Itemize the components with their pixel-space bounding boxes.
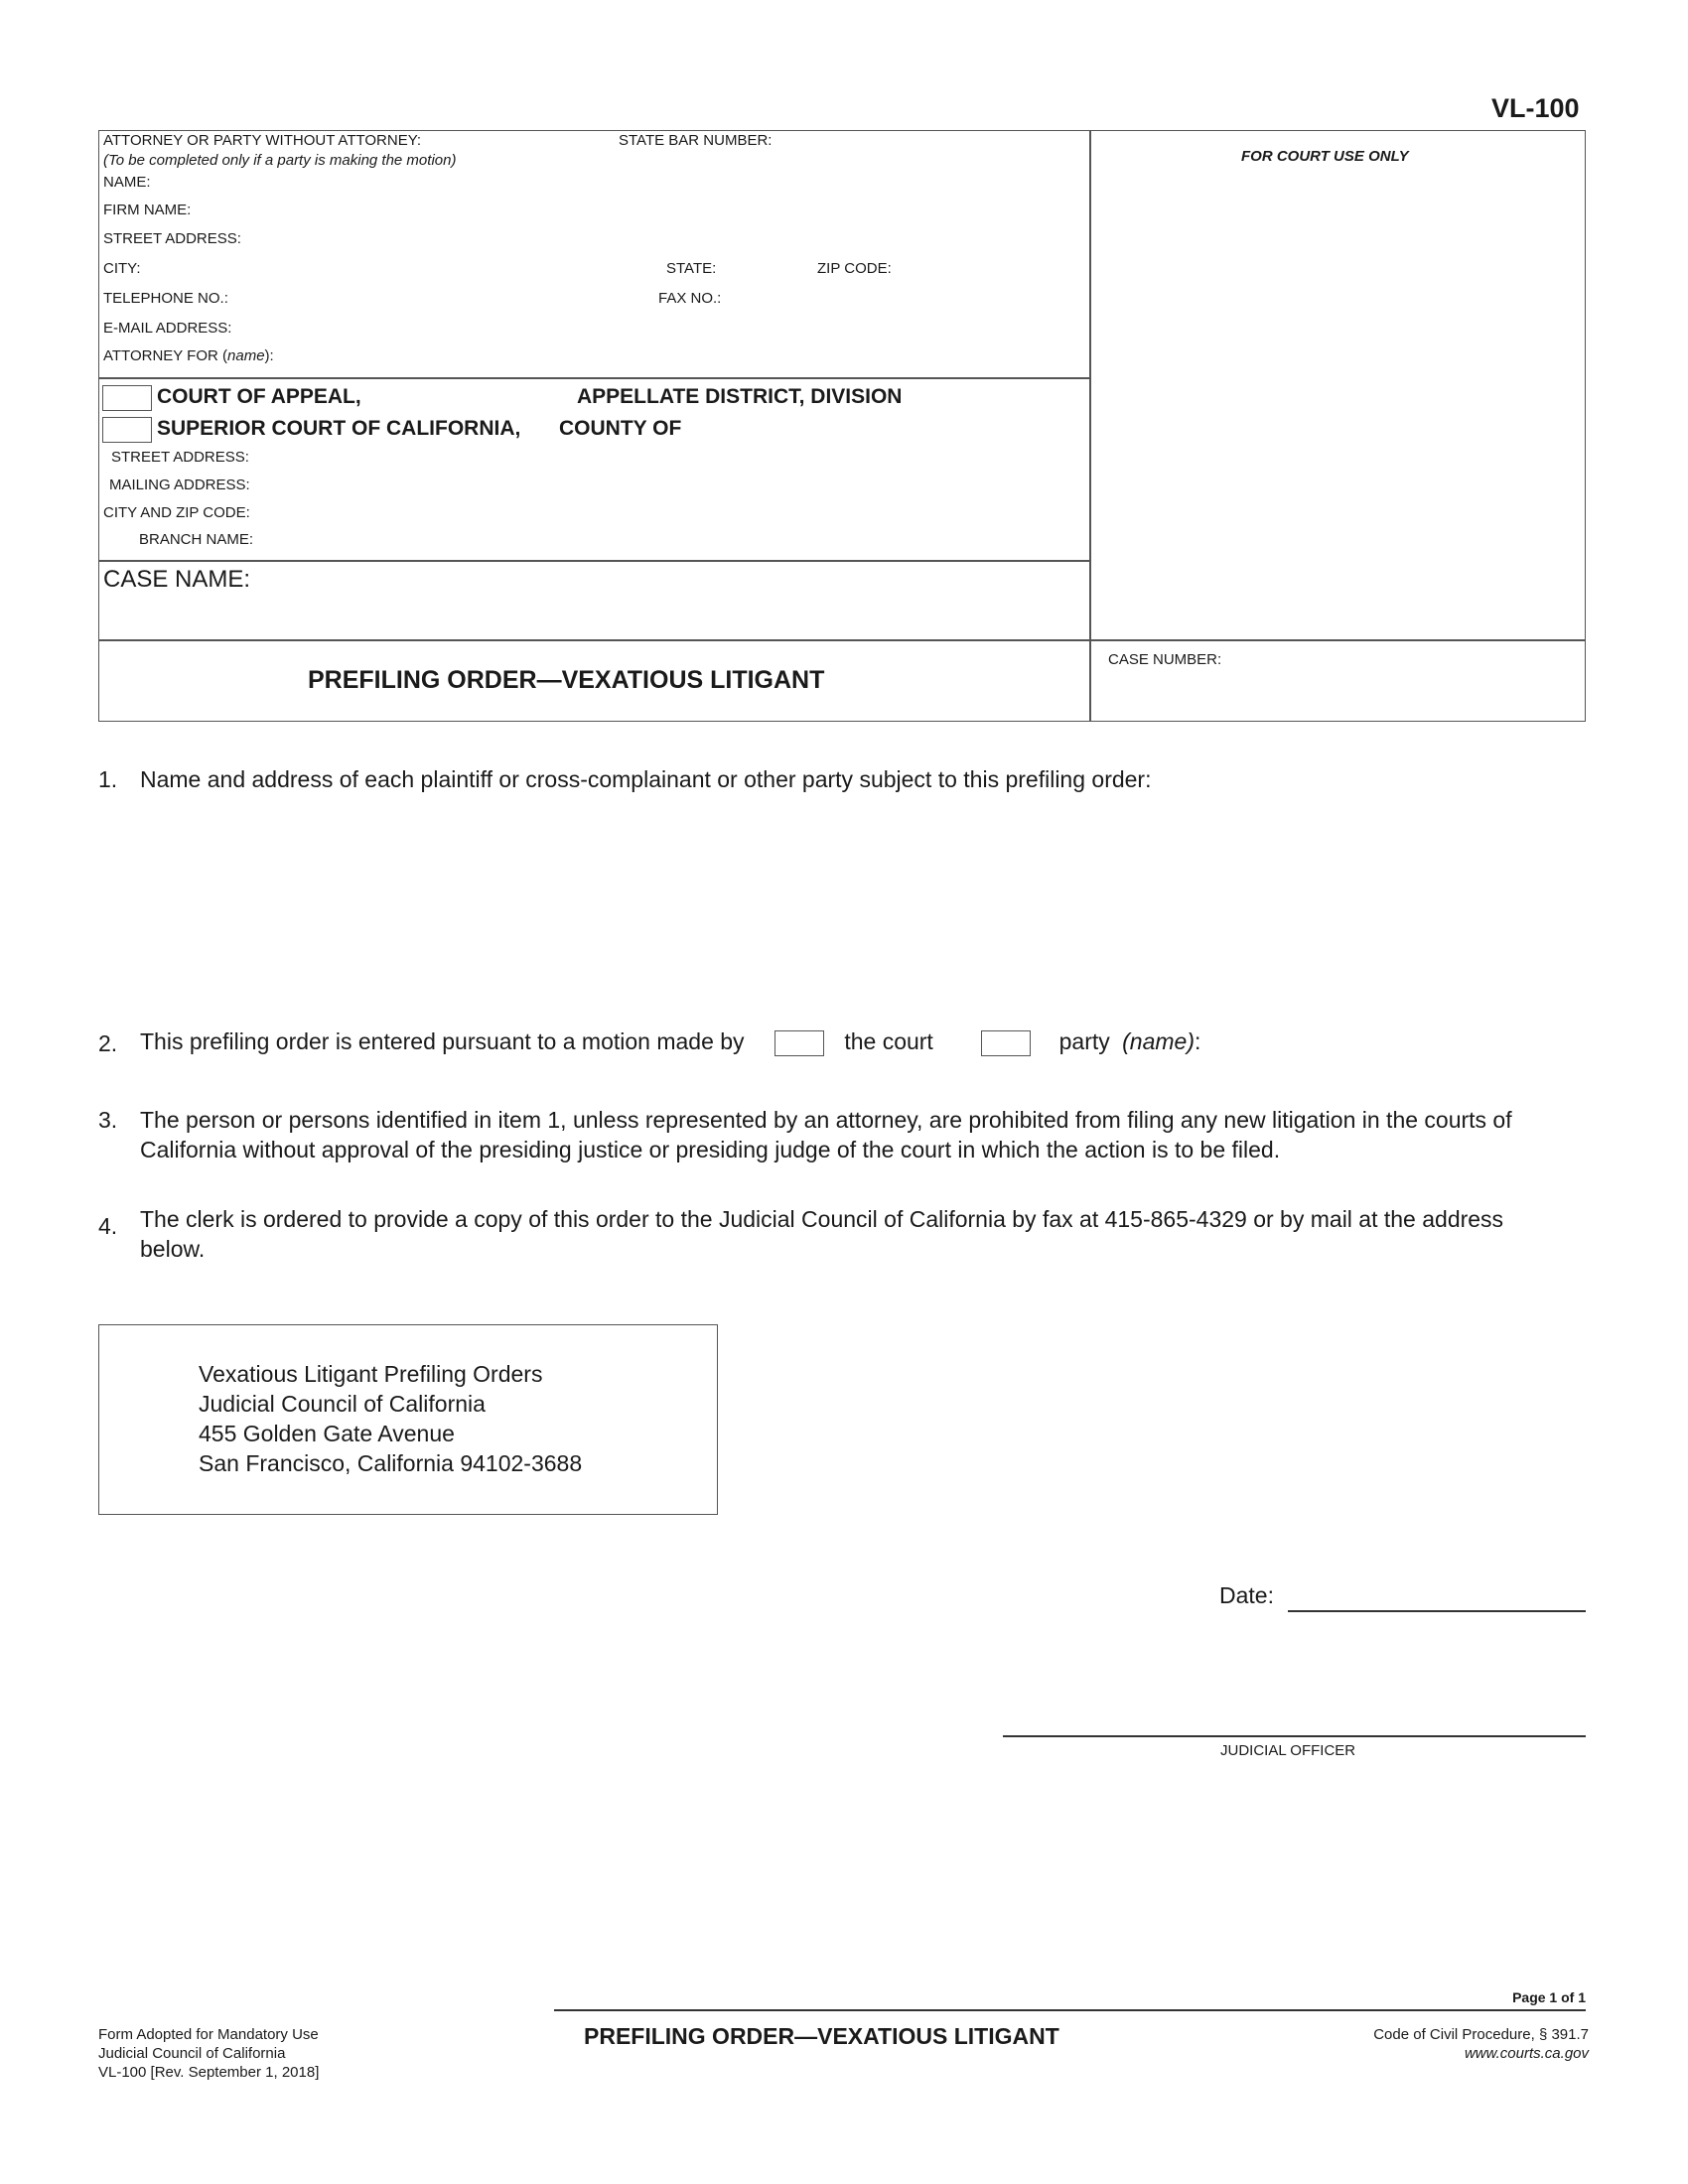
footer-code: Code of Civil Procedure, § 391.7 xyxy=(1373,2026,1589,2043)
footer-revision: VL-100 [Rev. September 1, 2018] xyxy=(98,2064,320,2081)
telephone-label[interactable]: TELEPHONE NO.: xyxy=(103,290,228,307)
address-line-2: Judicial Council of California xyxy=(199,1391,486,1417)
email-label[interactable]: E-MAIL ADDRESS: xyxy=(103,320,232,337)
address-line-4: San Francisco, California 94102-3688 xyxy=(199,1450,583,1476)
city-label[interactable]: CITY: xyxy=(103,260,141,277)
street-address-label[interactable]: STREET ADDRESS: xyxy=(103,230,241,247)
footer-adopted: Form Adopted for Mandatory Use xyxy=(98,2026,319,2043)
date-field[interactable] xyxy=(1288,1610,1586,1612)
item-4-text: The clerk is ordered to provide a copy of this order to the Judicial Council of California by fax at 415-865-4329 or by mail at the address below. xyxy=(140,1206,1504,1262)
caption-divider-court xyxy=(98,377,1090,379)
case-number-label[interactable]: CASE NUMBER: xyxy=(1108,651,1222,668)
motion-by-court-checkbox[interactable] xyxy=(774,1030,824,1056)
footer-title: PREFILING ORDER—VEXATIOUS LITIGANT xyxy=(584,2023,1059,2049)
footer-adoption-info xyxy=(98,2025,319,2082)
motion-by-party-checkbox[interactable] xyxy=(981,1030,1031,1056)
footer-website[interactable]: www.courts.ca.gov xyxy=(1464,2045,1589,2062)
item-3-text: The person or persons identified in item 1, unless represented by an attorney, are prohibited from filing any new litigation in the courts of California without approval of the presiding justice or presiding judge of the court in which the action is to be filed. xyxy=(140,1107,1512,1162)
court-city-zip-label[interactable]: CITY AND ZIP CODE: xyxy=(103,504,250,521)
item-1-number: 1. xyxy=(98,766,118,792)
case-name-label[interactable]: CASE NAME: xyxy=(103,566,251,593)
judicial-officer-label: JUDICIAL OFFICER xyxy=(1220,1742,1356,1759)
attorney-note: (To be completed only if a party is making the motion) xyxy=(103,152,457,169)
attorney-label: ATTORNEY OR PARTY WITHOUT ATTORNEY: xyxy=(103,132,422,149)
superior-court-checkbox[interactable] xyxy=(102,417,152,443)
item-2-text: This prefiling order is entered pursuant to a motion made by xyxy=(140,1028,745,1054)
caption-divider-title xyxy=(98,639,1586,641)
court-of-appeal-label: COURT OF APPEAL, xyxy=(157,385,361,408)
court-branch-name-label[interactable]: BRANCH NAME: xyxy=(139,531,254,548)
state-bar-label: STATE BAR NUMBER: xyxy=(619,132,773,149)
motion-by-court-label: the court xyxy=(844,1028,933,1054)
form-number: VL-100 xyxy=(1491,93,1580,123)
motion-by-party-label: party xyxy=(1058,1028,1110,1054)
firm-name-label[interactable]: FIRM NAME: xyxy=(103,202,192,218)
zip-code-label[interactable]: ZIP CODE: xyxy=(817,260,892,277)
item-4-number: 4. xyxy=(98,1213,118,1239)
form-title: PREFILING ORDER—VEXATIOUS LITIGANT xyxy=(308,666,825,694)
item-3-number: 3. xyxy=(98,1107,118,1133)
judicial-council-address-box xyxy=(98,1324,718,1515)
attorney-for-label[interactable]: ATTORNEY FOR (name): xyxy=(103,347,274,364)
appellate-district-label: APPELLATE DISTRICT, DIVISION xyxy=(577,385,903,408)
county-of-label: COUNTY OF xyxy=(559,417,682,440)
page-number: Page 1 of 1 xyxy=(1512,1989,1586,2005)
footer-council: Judicial Council of California xyxy=(98,2045,286,2062)
date-label: Date: xyxy=(1219,1582,1274,1608)
item-2-line: This prefiling order is entered pursuant to a motion made by the court party (name): xyxy=(140,1028,1201,1054)
address-line-3: 455 Golden Gate Avenue xyxy=(199,1421,455,1446)
court-use-only-label: FOR COURT USE ONLY xyxy=(1241,148,1409,165)
item-2-number: 2. xyxy=(98,1030,118,1056)
judicial-officer-signature-line[interactable] xyxy=(1003,1735,1586,1737)
court-of-appeal-checkbox[interactable] xyxy=(102,385,152,411)
court-street-address-label[interactable]: STREET ADDRESS: xyxy=(111,449,249,466)
fax-label[interactable]: FAX NO.: xyxy=(658,290,722,307)
caption-divider-casename xyxy=(98,560,1090,562)
address-line-1: Vexatious Litigant Prefiling Orders xyxy=(199,1361,543,1387)
name-label[interactable]: NAME: xyxy=(103,174,151,191)
footer-citation xyxy=(1373,2025,1589,2063)
item-1-text: Name and address of each plaintiff or cross-complainant or other party subject to this prefiling order: xyxy=(140,766,1152,792)
court-mailing-address-label[interactable]: MAILING ADDRESS: xyxy=(109,477,250,493)
caption-divider-vertical xyxy=(1089,130,1091,722)
superior-court-label: SUPERIOR COURT OF CALIFORNIA, xyxy=(157,417,521,440)
footer-rule xyxy=(554,2009,1586,2011)
party-name-label: (name) xyxy=(1122,1028,1195,1054)
state-label[interactable]: STATE: xyxy=(666,260,717,277)
